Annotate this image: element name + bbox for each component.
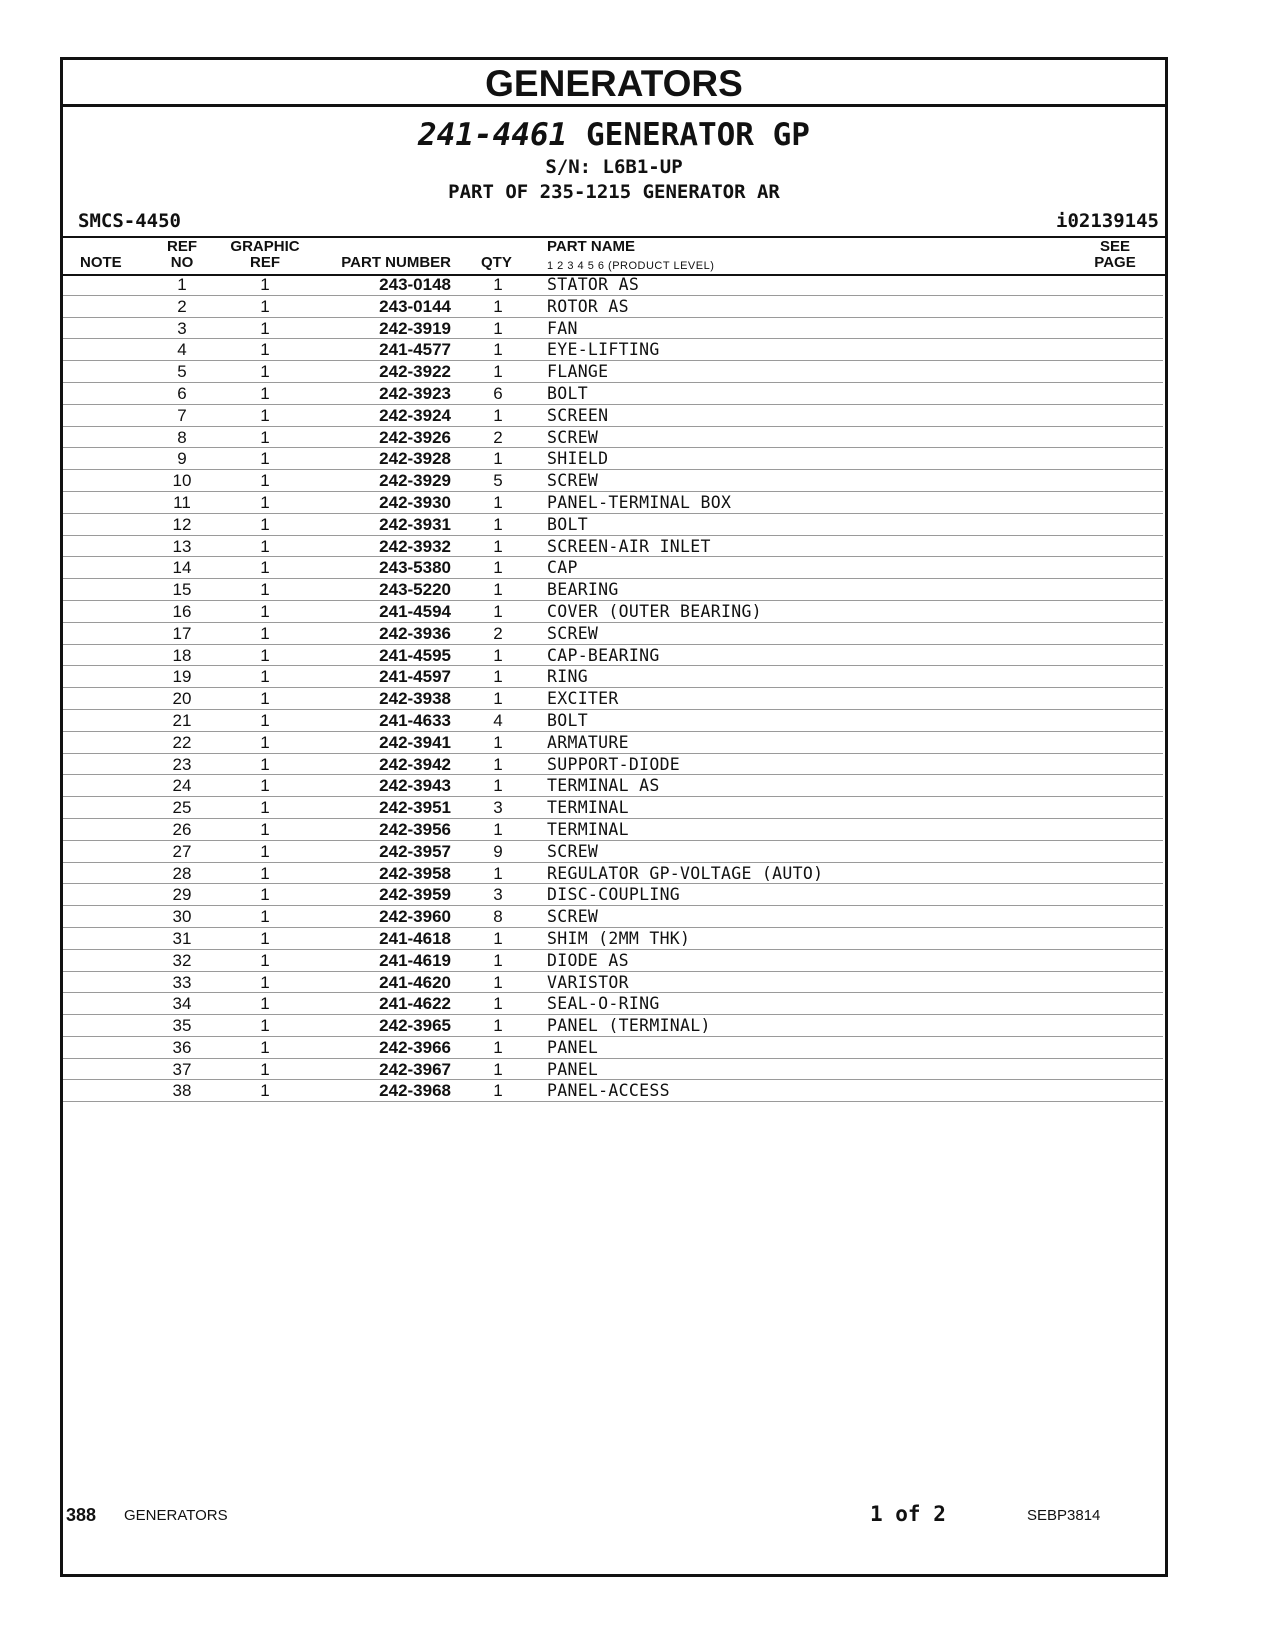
part-number: 243-5380 — [379, 558, 451, 578]
qty: 1 — [493, 645, 503, 665]
ref-no: 38 — [172, 1081, 192, 1101]
ref-no: 18 — [172, 645, 192, 665]
graphic-ref: 1 — [260, 776, 270, 796]
ref-no: 9 — [177, 449, 187, 469]
ref-no: 30 — [172, 907, 192, 927]
document-number: SEBP3814 — [1027, 1507, 1101, 1524]
ref-no: 11 — [173, 492, 191, 512]
ref-no: 10 — [172, 471, 192, 491]
table-row — [63, 492, 1163, 514]
col-qty: QTY — [481, 254, 512, 271]
qty: 1 — [493, 362, 503, 382]
ref-no: 7 — [177, 405, 187, 425]
table-row — [63, 841, 1163, 863]
part-name: SUPPORT-DIODE — [547, 754, 681, 774]
qty: 1 — [493, 667, 503, 687]
graphic-ref: 1 — [260, 536, 270, 556]
graphic-ref: 1 — [260, 710, 270, 730]
part-name: BEARING — [547, 580, 619, 600]
part-name: DISC-COUPLING — [547, 885, 681, 905]
qty: 1 — [493, 950, 503, 970]
graphic-ref: 1 — [260, 405, 270, 425]
part-name: BOLT — [547, 514, 588, 534]
table-row — [63, 1015, 1163, 1037]
part-name: ARMATURE — [547, 732, 629, 752]
col-note: NOTE — [80, 254, 122, 271]
ref-no: 23 — [172, 754, 192, 774]
qty: 8 — [493, 907, 503, 927]
part-name: SCREW — [547, 623, 599, 643]
qty: 1 — [493, 340, 503, 360]
graphic-ref: 1 — [260, 514, 270, 534]
part-number: 242-3928 — [379, 449, 451, 469]
qty: 1 — [493, 449, 503, 469]
qty: 1 — [493, 405, 503, 425]
ref-no: 2 — [177, 296, 187, 316]
table-row — [63, 710, 1163, 732]
qty: 1 — [493, 1016, 503, 1036]
part-number: 242-3926 — [379, 427, 451, 447]
part-number: 241-4595 — [379, 645, 451, 665]
table-row — [63, 361, 1163, 383]
group-name: GENERATOR GP — [586, 117, 810, 153]
graphic-ref: 1 — [260, 645, 270, 665]
graphic-ref: 1 — [260, 1016, 270, 1036]
graphic-ref: 1 — [260, 972, 270, 992]
ref-no: 25 — [172, 798, 192, 818]
ref-no: 36 — [172, 1037, 192, 1057]
table-row — [63, 623, 1163, 645]
qty: 1 — [493, 732, 503, 752]
ref-no: 13 — [172, 536, 192, 556]
ref-no: 29 — [172, 885, 192, 905]
graphic-ref: 1 — [260, 667, 270, 687]
table-row — [63, 296, 1163, 318]
part-number: 242-3958 — [379, 863, 451, 883]
part-number: 242-3960 — [379, 907, 451, 927]
table-row — [63, 427, 1163, 449]
part-name: SHIELD — [547, 449, 609, 469]
ref-no: 15 — [172, 580, 192, 600]
col-part-name: PART NAME — [547, 238, 636, 255]
part-name: CAP-BEARING — [547, 645, 660, 665]
part-number: 241-4577 — [379, 340, 451, 360]
table-row — [63, 928, 1163, 950]
part-name: VARISTOR — [547, 972, 629, 992]
graphic-ref: 1 — [260, 863, 270, 883]
table-row — [63, 993, 1163, 1015]
illustration-id: i02139145 — [1056, 210, 1159, 232]
table-row — [63, 645, 1163, 667]
part-name: PANEL — [547, 1059, 599, 1079]
table-row — [63, 906, 1163, 928]
part-number: 241-4594 — [379, 601, 451, 621]
qty: 2 — [493, 427, 503, 447]
part-name: PANEL-TERMINAL BOX — [547, 492, 732, 512]
part-name: EYE-LIFTING — [547, 340, 660, 360]
part-name: SCREEN-AIR INLET — [547, 536, 711, 556]
qty: 1 — [493, 689, 503, 709]
part-name: BOLT — [547, 383, 588, 403]
ref-no: 12 — [172, 514, 192, 534]
graphic-ref: 1 — [260, 1059, 270, 1079]
part-number: 242-3938 — [379, 689, 451, 709]
qty: 3 — [493, 798, 503, 818]
part-name: TERMINAL — [547, 819, 629, 839]
ref-no: 24 — [172, 776, 192, 796]
part-number: 242-3931 — [379, 514, 451, 534]
graphic-ref: 1 — [260, 928, 270, 948]
graphic-ref: 1 — [260, 819, 270, 839]
graphic-ref: 1 — [260, 907, 270, 927]
part-name: PANEL (TERMINAL) — [547, 1016, 711, 1036]
table-row — [63, 339, 1163, 361]
part-name: ROTOR AS — [547, 296, 629, 316]
smcs-code: SMCS-4450 — [78, 210, 181, 232]
part-number: 243-0148 — [379, 275, 451, 294]
table-row — [63, 448, 1163, 470]
qty: 4 — [493, 710, 503, 730]
col-graphic-ref-line2: REF — [250, 254, 280, 271]
graphic-ref: 1 — [260, 362, 270, 382]
graphic-ref: 1 — [260, 449, 270, 469]
qty: 9 — [493, 841, 503, 861]
table-row — [63, 601, 1163, 623]
ref-no: 21 — [172, 710, 192, 730]
group-part-number: 241-4461 — [418, 117, 568, 153]
graphic-ref: 1 — [260, 427, 270, 447]
table-row — [63, 688, 1163, 710]
part-name: EXCITER — [547, 689, 619, 709]
page-number: 388 — [66, 1505, 97, 1525]
col-graphic-ref — [225, 239, 305, 271]
table-header — [63, 236, 1165, 276]
part-name: SCREW — [547, 841, 599, 861]
col-ref-no-line1: REF — [167, 238, 197, 255]
part-number: 242-3919 — [379, 318, 451, 338]
table-row — [63, 1080, 1163, 1102]
qty: 1 — [493, 318, 503, 338]
part-name: TERMINAL — [547, 798, 629, 818]
ref-no: 20 — [172, 689, 192, 709]
part-name: SHIM (2MM THK) — [547, 928, 691, 948]
page-of: 1 of 2 — [870, 1502, 946, 1526]
qty: 1 — [493, 275, 503, 294]
col-see-page-line1: SEE — [1099, 238, 1130, 255]
table-row — [63, 1037, 1163, 1059]
ref-no: 4 — [177, 340, 187, 360]
graphic-ref: 1 — [260, 950, 270, 970]
qty: 1 — [493, 601, 503, 621]
graphic-ref: 1 — [260, 623, 270, 643]
part-number: 243-0144 — [379, 296, 451, 316]
part-number: 242-3923 — [379, 383, 451, 403]
ref-no: 19 — [172, 667, 192, 687]
qty: 1 — [493, 558, 503, 578]
table-row — [63, 666, 1163, 688]
ref-no: 32 — [172, 950, 192, 970]
part-number: 241-4620 — [379, 972, 451, 992]
qty: 1 — [493, 492, 503, 512]
col-ref-no-line2: NO — [170, 254, 194, 271]
qty: 1 — [493, 296, 503, 316]
col-see-page — [1085, 239, 1145, 271]
ref-no: 16 — [172, 601, 192, 621]
ref-no: 17 — [172, 623, 192, 643]
table-row — [63, 863, 1163, 885]
part-name: TERMINAL AS — [547, 776, 660, 796]
graphic-ref: 1 — [260, 841, 270, 861]
graphic-ref: 1 — [260, 1037, 270, 1057]
part-number: 241-4618 — [379, 928, 451, 948]
table-row — [63, 470, 1163, 492]
graphic-ref: 1 — [260, 994, 270, 1014]
graphic-ref: 1 — [260, 558, 270, 578]
part-number: 242-3968 — [379, 1081, 451, 1101]
part-name: RING — [547, 667, 588, 687]
part-number: 242-3924 — [379, 405, 451, 425]
col-graphic-ref-line1: GRAPHIC — [230, 238, 300, 255]
ref-no: 1 — [177, 275, 187, 294]
qty: 5 — [493, 471, 503, 491]
qty: 1 — [493, 928, 503, 948]
part-number: 242-3922 — [379, 362, 451, 382]
table-row — [63, 775, 1163, 797]
part-name: STATOR AS — [547, 275, 640, 294]
graphic-ref: 1 — [260, 1081, 270, 1101]
table-row — [63, 514, 1163, 536]
graphic-ref: 1 — [260, 754, 270, 774]
part-name: COVER (OUTER BEARING) — [547, 601, 762, 621]
ref-no: 14 — [172, 558, 192, 578]
graphic-ref: 1 — [260, 471, 270, 491]
table-row — [63, 819, 1163, 841]
table-row — [63, 754, 1163, 776]
part-number: 241-4619 — [379, 950, 451, 970]
part-number: 241-4622 — [379, 994, 451, 1014]
qty: 1 — [493, 776, 503, 796]
part-name: DIODE AS — [547, 950, 629, 970]
ref-no: 26 — [172, 819, 192, 839]
part-number: 242-3965 — [379, 1016, 451, 1036]
ref-no: 28 — [172, 863, 192, 883]
group-title — [63, 117, 1165, 153]
part-number: 242-3959 — [379, 885, 451, 905]
ref-no: 37 — [172, 1059, 192, 1079]
graphic-ref: 1 — [260, 798, 270, 818]
qty: 1 — [493, 1081, 503, 1101]
part-name: PANEL — [547, 1037, 599, 1057]
graphic-ref: 1 — [260, 275, 270, 294]
table-row — [63, 732, 1163, 754]
part-number: 242-3951 — [379, 798, 451, 818]
ref-no: 27 — [172, 841, 192, 861]
part-number: 241-4633 — [379, 710, 451, 730]
graphic-ref: 1 — [260, 492, 270, 512]
qty: 1 — [493, 580, 503, 600]
part-number: 243-5220 — [379, 580, 451, 600]
part-number: 242-3967 — [379, 1059, 451, 1079]
col-ref-no — [164, 239, 200, 271]
graphic-ref: 1 — [260, 340, 270, 360]
graphic-ref: 1 — [260, 885, 270, 905]
ref-no: 8 — [177, 427, 187, 447]
part-name: SEAL-O-RING — [547, 994, 660, 1014]
part-number: 242-3957 — [379, 841, 451, 861]
table-row — [63, 884, 1163, 906]
part-number: 242-3943 — [379, 776, 451, 796]
part-number: 241-4597 — [379, 667, 451, 687]
part-name: SCREEN — [547, 405, 609, 425]
part-name: PANEL-ACCESS — [547, 1081, 670, 1101]
qty: 1 — [493, 972, 503, 992]
part-name: SCREW — [547, 427, 599, 447]
col-part-number: PART NUMBER — [341, 254, 451, 271]
qty: 1 — [493, 863, 503, 883]
table-row — [63, 557, 1163, 579]
graphic-ref: 1 — [260, 580, 270, 600]
footer-section: GENERATORS — [124, 1507, 228, 1524]
ref-no: 33 — [172, 972, 192, 992]
table-row — [63, 579, 1163, 601]
graphic-ref: 1 — [260, 732, 270, 752]
part-number: 242-3966 — [379, 1037, 451, 1057]
part-name: SCREW — [547, 471, 599, 491]
part-number: 242-3956 — [379, 819, 451, 839]
ref-no: 5 — [177, 362, 187, 382]
page-frame — [60, 57, 1168, 1577]
part-name: FLANGE — [547, 362, 609, 382]
qty: 2 — [493, 623, 503, 643]
graphic-ref: 1 — [260, 296, 270, 316]
table-row — [63, 318, 1163, 340]
table-row — [63, 383, 1163, 405]
col-product-level: 1 2 3 4 5 6 (PRODUCT LEVEL) — [547, 260, 715, 272]
part-name: SCREW — [547, 907, 599, 927]
table-row — [63, 972, 1163, 994]
qty: 6 — [493, 383, 503, 403]
part-number: 242-3929 — [379, 471, 451, 491]
part-number: 242-3941 — [379, 732, 451, 752]
parts-table — [63, 274, 1165, 1102]
qty: 1 — [493, 514, 503, 534]
qty: 1 — [493, 1059, 503, 1079]
section-title: GENERATORS — [63, 60, 1165, 107]
part-name: FAN — [547, 318, 578, 338]
table-row — [63, 536, 1163, 558]
qty: 1 — [493, 754, 503, 774]
part-name: REGULATOR GP-VOLTAGE (AUTO) — [547, 863, 824, 883]
part-number: 242-3936 — [379, 623, 451, 643]
graphic-ref: 1 — [260, 601, 270, 621]
ref-no: 6 — [177, 383, 187, 403]
table-row — [63, 274, 1163, 296]
qty: 1 — [493, 1037, 503, 1057]
graphic-ref: 1 — [260, 383, 270, 403]
qty: 1 — [493, 819, 503, 839]
table-row — [63, 1059, 1163, 1081]
part-name: BOLT — [547, 710, 588, 730]
ref-no: 22 — [172, 732, 192, 752]
ref-no: 34 — [172, 994, 192, 1014]
qty: 3 — [493, 885, 503, 905]
col-see-page-line2: PAGE — [1094, 254, 1136, 271]
qty: 1 — [493, 536, 503, 556]
ref-no: 35 — [172, 1016, 192, 1036]
part-number: 242-3942 — [379, 754, 451, 774]
ref-no: 31 — [172, 928, 192, 948]
ref-no: 3 — [177, 318, 187, 338]
serial-number: S/N: L6B1-UP — [545, 156, 683, 178]
part-name: CAP — [547, 558, 578, 578]
graphic-ref: 1 — [260, 318, 270, 338]
part-number: 242-3930 — [379, 492, 451, 512]
qty: 1 — [493, 994, 503, 1014]
table-row — [63, 405, 1163, 427]
part-number: 242-3932 — [379, 536, 451, 556]
table-row — [63, 797, 1163, 819]
part-of: PART OF 235-1215 GENERATOR AR — [448, 181, 780, 203]
graphic-ref: 1 — [260, 689, 270, 709]
table-row — [63, 950, 1163, 972]
